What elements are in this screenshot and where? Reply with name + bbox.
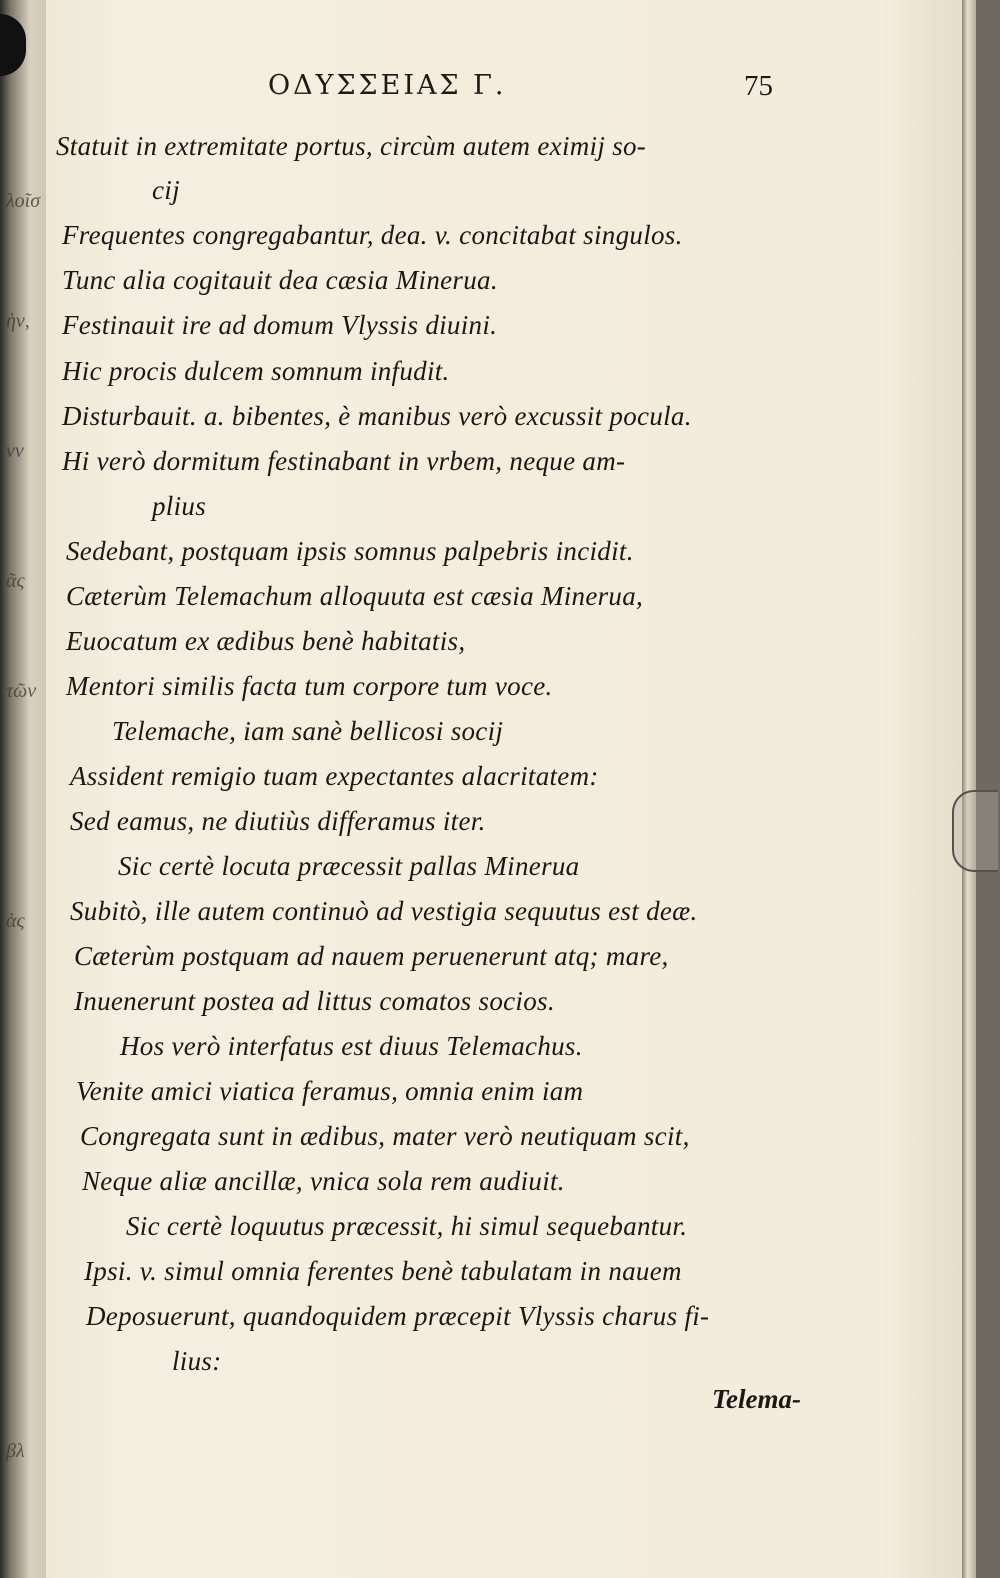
verse-line: Festinauit ire ad domum Vlyssis diuini. <box>62 310 498 340</box>
verse-line: plius <box>152 491 207 521</box>
catchword: Telema- <box>712 1384 801 1414</box>
facing-page-fragment: ᾶς <box>6 570 25 592</box>
running-title: ΟΔΥΣΣΕΙΑΣ Γ. <box>268 70 507 101</box>
facing-page-fragment: ὴν, <box>6 310 30 332</box>
verse-line: cij <box>152 175 180 205</box>
facing-page-fragment: βλ <box>6 1440 25 1462</box>
verse-line: Disturbauit. a. bibentes, è manibus verò excussit pocula. <box>62 401 692 431</box>
page-number: 75 <box>744 70 773 102</box>
facing-page-fragment: νν <box>6 440 24 462</box>
verse-line: Subitò, ille autem continuò ad vestigia sequutus est deæ. <box>70 896 698 926</box>
verse-line: Telemache, iam sanè bellicosi socij <box>112 716 504 746</box>
verse-line: Cæterùm postquam ad nauem peruenerunt atq; mare, <box>74 941 669 971</box>
verse-line: Deposuerunt, quandoquidem præcepit Vlyssis charus fi- <box>86 1301 710 1331</box>
verse-line: Sedebant, postquam ipsis somnus palpebris incidit. <box>66 536 634 566</box>
verse-line: Neque aliæ ancillæ, vnica sola rem audiuit. <box>82 1166 565 1196</box>
verse-line: Mentori similis facta tum corpore tum voce. <box>66 671 553 701</box>
verse-line: Frequentes congregabantur, dea. v. concitabat singulos. <box>62 220 683 250</box>
verse-line: Statuit in extremitate portus, circùm autem eximij so- <box>56 131 647 161</box>
verse-line: Assident remigio tuam expectantes alacritatem: <box>70 761 599 791</box>
verse-line: lius: <box>172 1346 222 1376</box>
verse-line: Sic certè locuta præcessit pallas Minerua <box>118 851 580 881</box>
verse-line: Sed eamus, ne diutiùs differamus iter. <box>70 806 486 836</box>
verse-line: Cæterùm Telemachum alloquuta est cæsia Minerua, <box>66 581 644 611</box>
facing-page-fragment: ὰς <box>6 910 25 932</box>
verse-line: Venite amici viatica feramus, omnia enim iam <box>76 1076 584 1106</box>
verse-line: Ipsi. v. simul omnia ferentes benè tabulatam in nauem <box>84 1256 682 1286</box>
verse-line: Hos verò interfatus est diuus Telemachus. <box>120 1031 583 1061</box>
verse-line: Tunc alia cogitauit dea cæsia Minerua. <box>62 265 498 295</box>
verse-line: Inuenerunt postea ad littus comatos socios. <box>74 986 555 1016</box>
verse-line: Congregata sunt in ædibus, mater verò neutiquam scit, <box>80 1121 690 1151</box>
verse-line: Hic procis dulcem somnum infudit. <box>62 356 450 386</box>
verse-line: Hi verò dormitum festinabant in vrbem, neque am- <box>62 446 626 476</box>
verse-line: Sic certè loquutus præcessit, hi simul sequebantur. <box>126 1211 688 1241</box>
facing-page-fragment: λοῖσ <box>6 190 41 212</box>
facing-page-fragment: τῶν <box>6 680 37 702</box>
verse-line: Euocatum ex ædibus benè habitatis, <box>66 626 466 656</box>
